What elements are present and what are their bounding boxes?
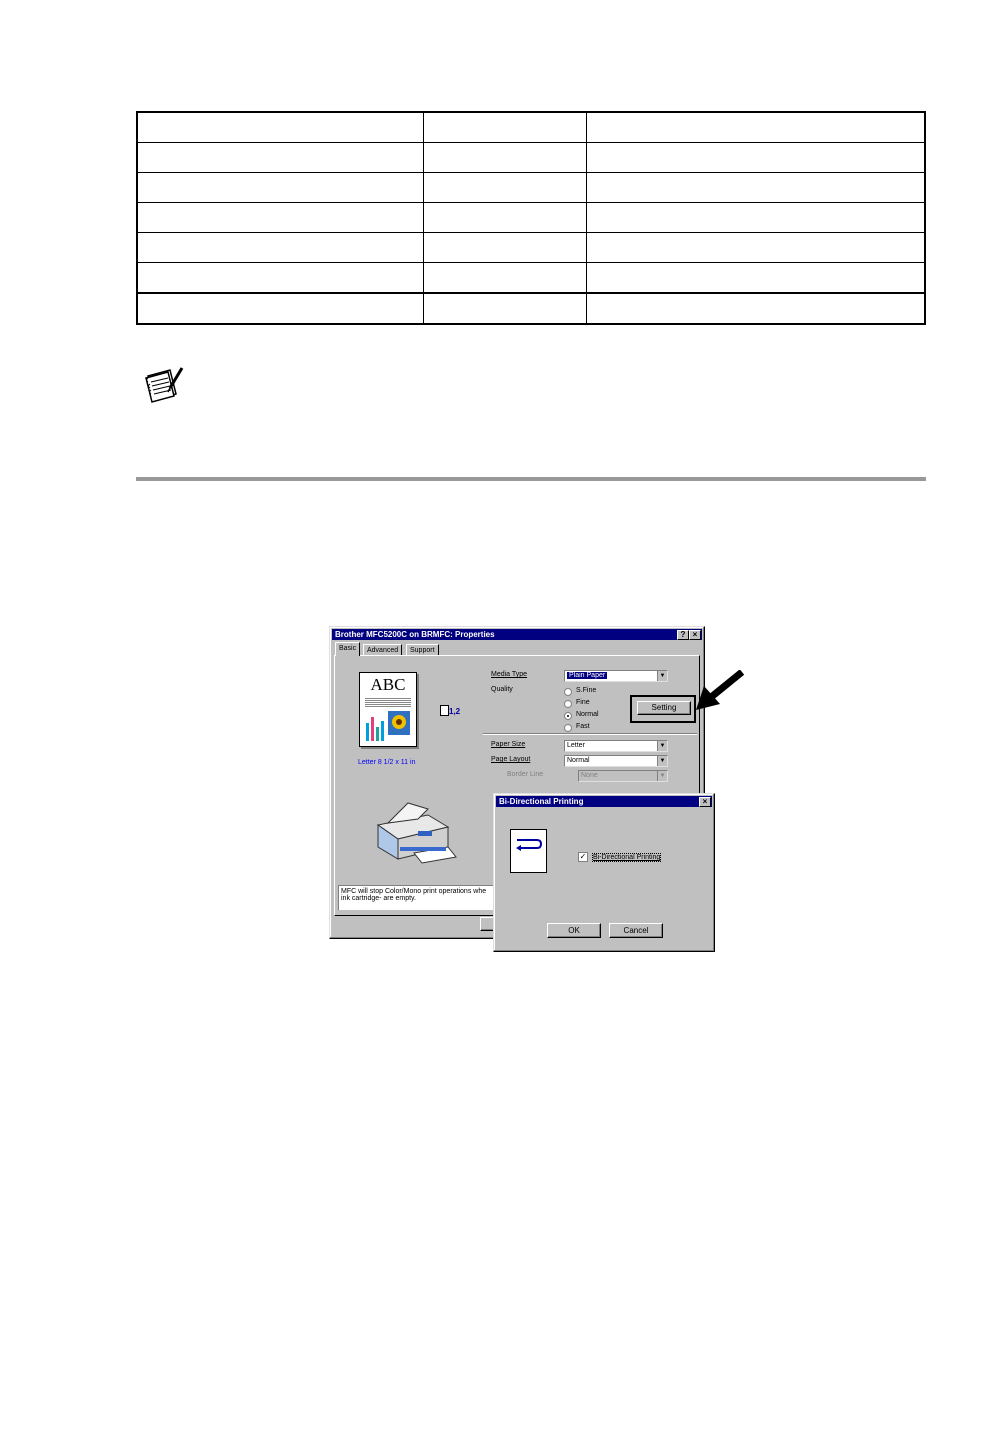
table-cell	[586, 173, 925, 203]
status-box	[338, 885, 499, 910]
properties-title: Brother MFC5200C on BRMFC: Properties	[335, 630, 495, 639]
tab-support[interactable]: Support	[406, 644, 439, 656]
table-cell	[137, 293, 423, 324]
copies-icon	[440, 705, 449, 716]
note-pad-icon	[142, 364, 186, 408]
preview-text-lines	[365, 697, 411, 707]
table-cell	[423, 112, 586, 143]
table-cell	[586, 263, 925, 294]
table-cell	[137, 263, 423, 294]
status-text: MFC will stop Color/Mono print operations whe ink cartridge- are empty.	[341, 888, 487, 902]
bidir-titlebar	[496, 796, 712, 807]
preview-letters: ABC	[370, 675, 406, 694]
page-preview	[359, 672, 417, 747]
close-icon[interactable]: ×	[689, 630, 701, 640]
quality-option-label: Fast	[576, 723, 590, 730]
media-type-label: Media Type	[491, 671, 528, 678]
table-row	[137, 233, 925, 263]
table-cell	[586, 143, 925, 173]
quality-separator	[483, 733, 697, 735]
page-layout-value: Normal	[567, 757, 590, 764]
table-cell	[137, 173, 423, 203]
bidir-checkbox-label: Bi-Directional Printing	[593, 854, 661, 861]
quality-radio-fine[interactable]	[564, 700, 572, 708]
table-cell	[423, 263, 586, 294]
border-line-select[interactable]	[578, 770, 668, 782]
spec-table	[136, 111, 926, 325]
chevron-down-icon[interactable]: ▼	[657, 771, 667, 781]
table-cell	[423, 233, 586, 263]
page-layout-select[interactable]	[564, 755, 668, 767]
quality-radio-sfine[interactable]	[564, 688, 572, 696]
table-cell	[586, 112, 925, 143]
quality-radio-fast[interactable]	[564, 724, 572, 732]
cancel-button[interactable]: Cancel	[609, 923, 663, 938]
quality-option-label: S.Fine	[576, 687, 597, 694]
bidir-dialog	[493, 793, 715, 952]
table-cell	[423, 293, 586, 324]
table-cell	[586, 203, 925, 233]
bidir-title: Bi-Directional Printing	[499, 797, 584, 806]
help-button[interactable]: ?	[677, 630, 689, 640]
printer-illustration	[368, 795, 458, 865]
ok-button[interactable]: OK	[547, 923, 601, 938]
media-type-value: Plain Paper	[569, 672, 606, 679]
bidir-checkbox[interactable]: ✓	[579, 852, 587, 861]
table-row	[137, 112, 925, 143]
table-cell	[586, 293, 925, 324]
chevron-down-icon[interactable]: ▼	[657, 756, 667, 766]
quality-option-label: Fine	[576, 699, 590, 706]
chevron-down-icon[interactable]: ▼	[657, 741, 667, 751]
page-layout-label: Page Layout	[491, 756, 531, 763]
table-cell	[137, 203, 423, 233]
table-cell	[137, 143, 423, 173]
table-row	[137, 203, 925, 233]
table-cell	[586, 233, 925, 263]
media-type-select[interactable]	[564, 670, 668, 682]
table-row	[137, 263, 925, 294]
table-cell	[423, 203, 586, 233]
bidir-page-icon	[510, 829, 547, 873]
sunflower-image	[388, 711, 410, 735]
table-row	[137, 173, 925, 203]
paper-size-caption: Letter 8 1/2 x 11 in	[358, 759, 416, 766]
tab-basic[interactable]: Basic	[335, 642, 360, 656]
table-cell	[423, 143, 586, 173]
quality-option-label: Normal	[576, 711, 599, 718]
pointer-arrow-icon	[694, 670, 744, 714]
paper-size-label: Paper Size	[491, 741, 526, 748]
paper-size-value: Letter	[567, 742, 585, 749]
border-line-label: Border Line	[507, 771, 544, 778]
table-row	[137, 293, 925, 324]
table-cell	[423, 173, 586, 203]
quality-radio-normal[interactable]	[564, 712, 572, 720]
copies-label: 1,2	[449, 707, 461, 716]
table-cell	[137, 233, 423, 263]
properties-titlebar	[332, 629, 702, 640]
section-divider	[136, 477, 926, 481]
quality-label: Quality	[491, 686, 513, 693]
setting-button[interactable]: Setting	[637, 701, 691, 715]
preview-bar-chart	[365, 713, 385, 741]
tab-advanced[interactable]: Advanced	[363, 644, 402, 656]
paper-size-select[interactable]	[564, 740, 668, 752]
border-line-value: None	[581, 772, 598, 779]
close-icon[interactable]: ×	[699, 797, 711, 807]
table-row	[137, 143, 925, 173]
chevron-down-icon[interactable]: ▼	[657, 671, 667, 681]
table-cell	[137, 112, 423, 143]
